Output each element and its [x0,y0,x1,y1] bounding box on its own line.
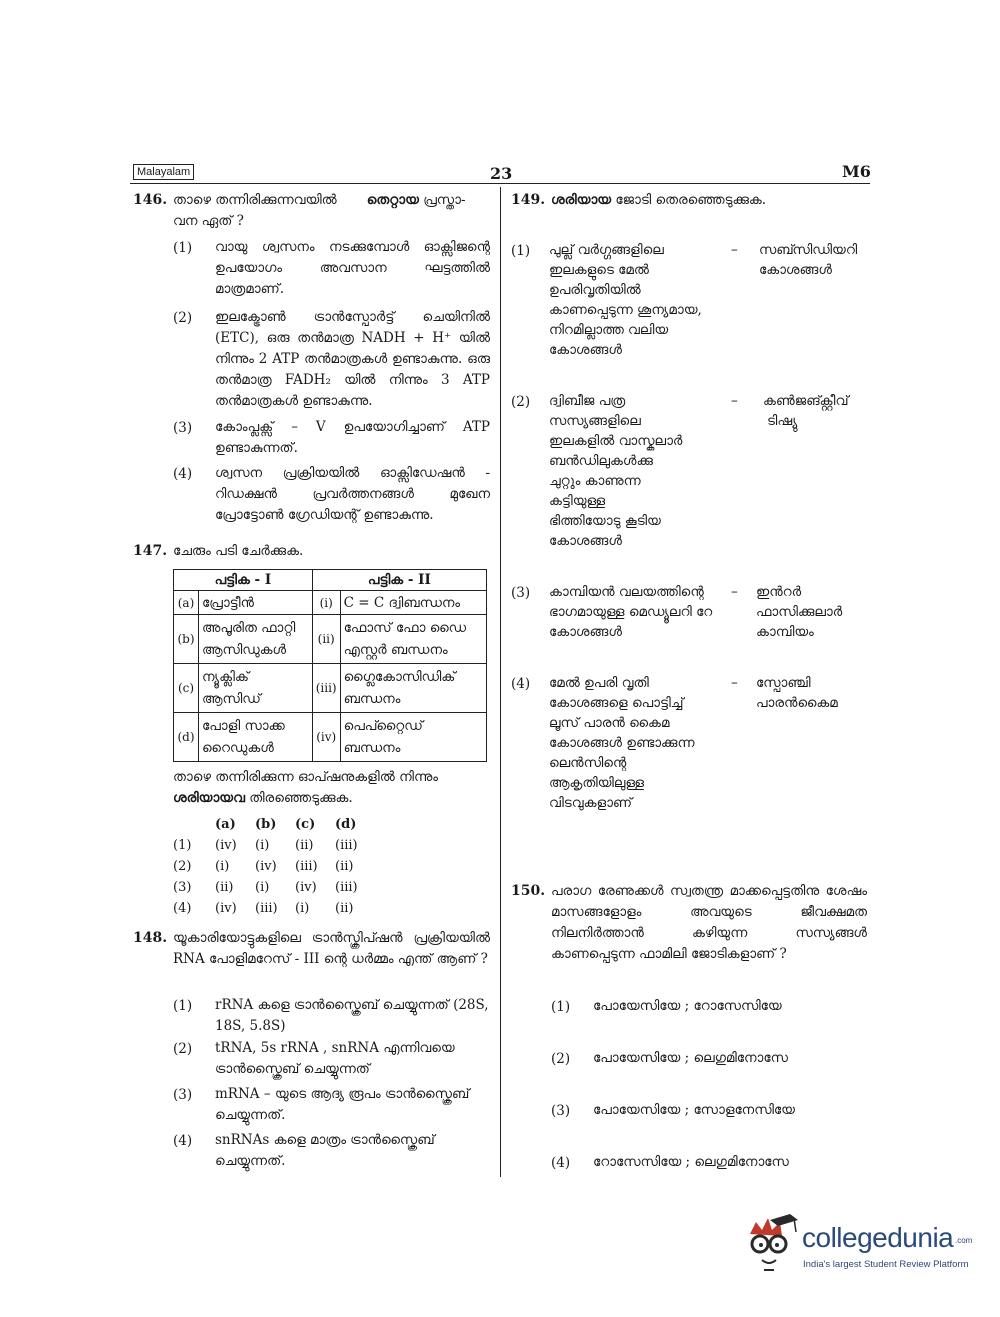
table-row [174,664,487,713]
row-label: (a) [174,591,199,615]
stem-text: ജോടി തെരഞ്ഞെടുക്കുക. [615,192,767,208]
page-number: 23 [490,164,513,183]
list-2-item: ഫോസ് ഫോ ഡൈ എസ്റ്റർ ബന്ധനം [340,615,486,664]
option-2-text: പോയേസിയേ ; ലെഗുമിനോസേ [593,1050,788,1066]
pair-left-line: മേൽ ഉപരി വൃതി [549,675,649,691]
question-number: 146. [133,192,168,208]
option-value: (iv) [255,859,277,874]
header-rule [130,183,870,184]
list-2-item: C = C ദ്വിബന്ധനം [340,591,486,615]
option-row [173,898,375,919]
instruction-text: താഴെ തന്നിരിക്കുന്ന ഓപ്ഷനുകളിൽ നിന്നും [173,769,439,785]
pair-left-line: ബൻഡിലുകൾക്കു [549,453,653,469]
pair-left-line: ഭിത്തിയോടു കൂടിയ [549,513,661,529]
column-header: (d) [335,817,357,832]
match-table [173,569,487,762]
option-number: (2) [173,859,192,874]
booklet-code: M6 [842,162,871,181]
list-1-item: പോളി സാക്ക റൈഡുകൾ [199,713,313,762]
row-label: (c) [174,664,199,713]
row-label: (i) [312,591,340,615]
pair-left-line: നിറമില്ലാത്ത വലിയ [549,322,669,338]
option-row [173,835,375,856]
option-number: (2) [173,310,193,326]
option-number: (2) [173,1041,193,1057]
pair-dash: – [731,242,738,258]
pair-2 [511,391,871,561]
option-number: (2) [551,1051,571,1067]
question-stem [173,190,493,232]
pair-right-line: കോശങ്ങൾ [759,262,832,278]
row-label: (b) [174,615,199,664]
language-label: Malayalam [133,164,194,180]
table-header: പട്ടിക - I [174,570,313,591]
option-value: (ii) [215,880,234,895]
option-number: (3) [173,880,192,895]
option-value: (iii) [335,880,358,895]
question-149-number: 149. [511,192,546,208]
option-2-text: tRNA, 5s rRNA , snRNA എന്നിവയെ ട്രാൻസ്ക്രൈബ് ചെയ്യുന്നത് [215,1040,455,1077]
stem-text: വന ഏത് ? [173,213,244,229]
pair-left-line: കട്ടിയുള്ള [549,493,606,509]
column-header: (b) [255,817,277,832]
student-mascot-icon [740,1212,800,1274]
brand-name: collegedunia [802,1222,954,1253]
option-value: (iii) [295,859,318,874]
option-number: (4) [173,901,192,916]
pair-dash: – [731,393,738,409]
brand-tagline: India's largest Student Review Platform [803,1259,969,1270]
option-value: (i) [295,901,310,916]
option-value: (iii) [255,901,278,916]
stem-text: താഴെ തന്നിരിക്കുന്നവയിൽ [173,192,337,208]
option-4-text: snRNAs കളെ മാത്രം ട്രാൻസ്ക്രൈബ് ചെയ്യുന്നത്. [215,1132,435,1169]
stem-emphasis: ശരിയായ [551,192,612,208]
pair-1 [511,240,871,370]
pair-left-line: ലെൻസിന്റെ [549,755,627,771]
row-label: (iii) [312,664,340,713]
pair-left-line: ലൂസ് പാരൻ കൈമ [549,715,670,731]
pair-dash: – [731,675,738,691]
pair-right-line: ഇൻറർ [756,584,802,600]
option-number: (4) [511,676,531,692]
option-number: (1) [551,999,571,1015]
question-147-instruction [173,767,491,809]
pair-left-line: ദ്വിബീജ പത്ര [549,393,626,409]
option-value: (iv) [295,880,317,895]
pair-left-line: കോശങ്ങൾ [549,624,622,640]
option-1-text: rRNA കളെ ട്രാൻസ്ക്രൈബ് ചെയ്യുന്നത് (28S, 18S, 5.8S) [215,997,489,1034]
pair-right [756,673,838,713]
option-1-text: പോയേസിയേ ; റോസേസിയേ [593,998,782,1014]
pair-left [549,673,734,813]
option-number: (2) [511,394,531,410]
option-value: (ii) [335,859,354,874]
option-1-text: വായു ശ്വസനം നടക്കുമ്പോൾ ഓക്സിജന്റെ ഉപയോഗം അവസാന ഘട്ടത്തിൽ മാത്രമാണ്. [215,239,490,297]
column-header: (c) [295,817,316,832]
column-divider [500,187,501,1177]
question-150-stem: പരാഗ രേണുക്കൾ സ്വതന്ത്ര മാക്കപ്പെട്ടതിനു ശേഷം മാസങ്ങളോളം അവയുടെ ജീവക്ഷമത നിലനിർത്താൻ കഴിയുന്ന സസ്യങ്ങൾ കാണപ്പെടുന്ന ഫാമിലി ജോടികളാണ് ? [551,883,867,962]
pair-left-line: സസ്യങ്ങളിലെ [549,413,641,429]
stem-text: പ്രസ്താ- [423,192,466,208]
option-number: (1) [173,838,192,853]
question-149-stem [551,190,766,211]
pair-4 [511,673,871,823]
pair-3 [511,582,871,652]
question-147-number: 147. [133,543,168,559]
option-number: (3) [173,1087,193,1103]
option-2-text: ഇലക്ട്രോൺ ട്രാൻസ്പോർട്ട് ചെയിനിൽ (ETC), ഒരു തൻമാത്ര NADH + H⁺ യിൽ നിന്നും 2 ATP തൻമാത്രകൾ ഉണ്ടാകുന്നു. ഒരു തൻമാത്ര FADH₂ യിൽ നിന്നും 3 ATP തൻമാത്രകൾ ഉണ്ടാകുന്നു. [215,309,490,409]
pair-left-line: ഭാഗമായുള്ള മെഡ്യൂലറി റേ [549,604,713,620]
pair-left-line: കോശങ്ങൾ ഉണ്ടാക്കുന്ന [549,735,695,751]
option-number: (3) [173,420,193,436]
option-4-text: ശ്വസന പ്രക്രിയയിൽ ഓക്സിഡേഷൻ - റിഡക്ഷൻ പ്രവർത്തനങ്ങൾ മുഖേന പ്രോട്ടോൺ ഗ്രേഡിയന്റ് ഉണ്ടാകുന്നു. [215,465,490,523]
table-header: പട്ടിക - II [312,570,486,591]
pair-right-line: കാമ്പിയം [756,624,814,640]
pair-dash: – [731,584,738,600]
brand-domain: .com [955,1236,973,1245]
question-150-number: 150. [511,883,546,899]
instruction-text: തിരഞ്ഞെടുക്കുക. [249,790,353,806]
option-number: (3) [551,1103,571,1119]
list-1-item: ന്യൂക്ലിക് ആസിഡ് [199,664,313,713]
instruction-emphasis: ശരിയായവ [173,790,245,806]
option-3-text: കോംപ്ലക്സ് – V ഉപയോഗിച്ചാണ് ATP ഉണ്ടാകുന്നത്. [215,419,490,456]
question-147-stem: ചേരും പടി ചേർക്കുക. [173,543,304,559]
option-number: (1) [173,240,193,256]
pair-right [763,391,849,431]
pair-right-line: സബ്സിഡിയറി [759,242,858,258]
option-value: (ii) [335,901,354,916]
option-value: (ii) [295,838,314,853]
pair-left [549,391,734,551]
pair-left-line: കോശങ്ങൾ [549,533,622,549]
pair-right-line: ഫാസിക്കുലാർ [756,604,843,620]
pair-right [756,582,842,642]
pair-right-line: കൺജങ്ക്റ്റീവ് [763,393,849,409]
option-value: (iv) [215,838,237,853]
pair-left-line: ഉപരിവൃതിയിൽ [549,282,641,298]
pair-left-line: വിടവുകളാണ് [549,795,633,811]
table-row [174,713,487,762]
pair-right [759,240,857,280]
option-number: (1) [173,998,193,1014]
question-148-number: 148. [133,930,168,946]
option-row [173,856,375,877]
option-value: (iv) [215,901,237,916]
pair-left-line: കാമ്പിയൻ വലയത്തിന്റെ [549,584,704,600]
table-row [174,615,487,664]
option-3-text: mRNA – യുടെ ആദ്യ രൂപം ട്രാൻസ്ക്രൈബ് ചെയ്യുന്നത്. [215,1086,470,1123]
pair-right-line: പാരൻകൈമ [756,695,838,711]
pair-left-line: കോശങ്ങൾ [549,342,622,358]
option-row [173,877,375,898]
row-label: (iv) [312,713,340,762]
stem-emphasis: തെറ്റായ [366,192,419,208]
option-value: (iii) [335,838,358,853]
pair-right-line: സ്പോഞ്ചി [756,675,811,691]
list-2-item: പെപ്റ്റൈഡ് ബന്ധനം [340,713,486,762]
pair-left-line: ഇലകളുടെ മേൽ [549,262,649,278]
option-value: (i) [215,859,230,874]
pair-left [549,582,734,642]
option-number: (1) [511,243,531,259]
question-148-stem: യൂകാരിയോട്ടുകളിലെ ട്രാൻസ്ക്രിപ്ഷൻ പ്രക്രിയയിൽ RNA പോളിമറേസ് - III ന്റെ ധർമ്മം എന്ത് ആണ് ? [173,930,490,967]
option-number: (4) [551,1155,571,1171]
list-1-item: പ്രോട്ടീൻ [199,591,313,615]
pair-left-line: ആകൃതിയിലുള്ള [549,775,644,791]
row-label: (ii) [312,615,340,664]
row-label: (d) [174,713,199,762]
table-row [174,591,487,615]
option-value: (i) [255,838,270,853]
option-number: (3) [511,585,531,601]
pair-left-line: കോശങ്ങളെ പൊട്ടിച്ച് [549,695,684,711]
pair-left [549,240,734,360]
option-3-text: പോയേസിയേ ; സോളനേസിയേ [593,1102,795,1118]
option-number: (4) [173,1133,193,1149]
pair-left-line: പുല്ല് വർഗ്ഗങ്ങളിലെ [549,242,664,258]
list-1-item: അപൂരിത ഫാറ്റി ആസിഡുകൾ [199,615,313,664]
pair-left-line: ഇലകളിൽ വാസ്കുലാർ [549,433,683,449]
option-value: (i) [255,880,270,895]
column-header: (a) [215,817,236,832]
option-number: (4) [173,466,193,482]
answer-options-table [173,814,375,919]
pair-left-line: കാണപ്പെടുന്ന ശൂന്യമായ, [549,302,702,318]
pair-left-line: ചുറ്റും കാണുന്ന [549,473,641,489]
option-4-text: റോസേസിയേ ; ലെഗുമിനോസേ [593,1154,789,1170]
pair-right-line: ടിഷ്യു [767,413,798,429]
list-2-item: ഗ്ലൈകോസിഡിക് ബന്ധനം [340,664,486,713]
